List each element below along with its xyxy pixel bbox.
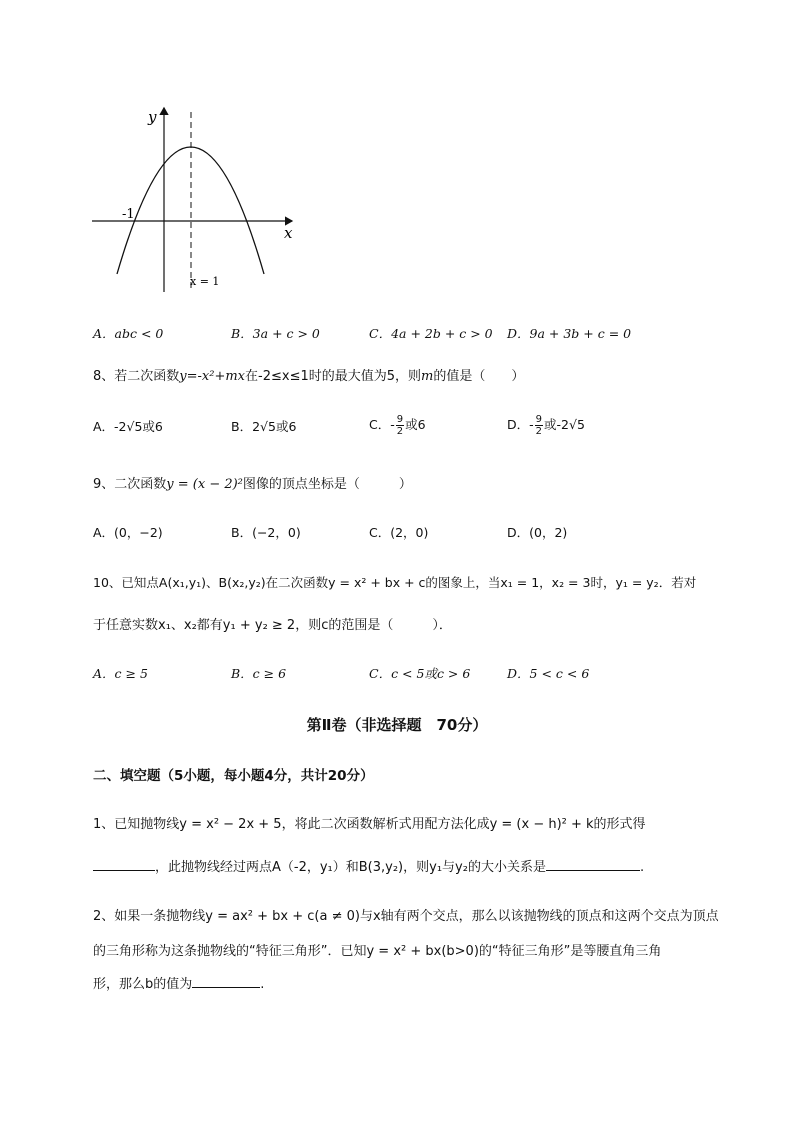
q8-option-b[interactable]: B．2√5或6: [231, 419, 297, 434]
q9-function: y = (x − 2)²: [166, 477, 243, 492]
q7-option-a[interactable]: A．abc < 0: [93, 326, 164, 341]
fill1-line2: [93, 856, 644, 875]
q8-d-pre: D．-: [507, 417, 534, 432]
q10-line2: 于任意实数x₁、x₂都有y₁ + y₂ ≥ 2，则c的范围是（ ）．: [93, 618, 452, 633]
fill1-blank-2[interactable]: [546, 857, 640, 871]
q7-options: [93, 324, 713, 344]
q8-option-d[interactable]: [507, 414, 585, 437]
fill2-end: .: [260, 977, 265, 992]
q8-stem-post: 的值是（ ）: [433, 369, 525, 384]
neg-one-label: -1: [122, 207, 135, 222]
section2-heading: 二、填空题（5小题，每小题4分，共计20分）: [93, 768, 374, 784]
q9-stem-post: 图像的顶点坐标是（ ）: [242, 477, 412, 492]
q7-option-c[interactable]: C．4a + 2b + c > 0: [369, 326, 493, 341]
fill2-line3-text: 形，那么b的值为: [93, 977, 193, 992]
fill1-line2-text: ，此抛物线经过两点A（-2，y₁）和B(3,y₂)，则y₁与y₂的大小关系是: [155, 860, 546, 875]
q10-option-a[interactable]: A．c ≥ 5: [93, 666, 148, 681]
q9-stem-pre: 9、二次函数: [93, 477, 167, 492]
q10-option-c[interactable]: C．c < 5或c > 6: [369, 666, 471, 681]
q8-c-pre: C．-: [369, 417, 395, 432]
q8-function: y=-x²+mx: [179, 369, 246, 384]
fill2-blank[interactable]: [192, 974, 260, 988]
fill2-line1: 2、如果一条抛物线y = ax² + bx + c(a ≠ 0)与x轴有两个交点，那么以该抛物线的顶点和这两个交点为顶点: [93, 909, 719, 924]
q9-stem: [93, 473, 412, 492]
q7-option-d[interactable]: D．9a + 3b + c = 0: [507, 326, 632, 341]
parabola-graph: [90, 100, 310, 300]
q9-option-b[interactable]: B．(−2，0): [231, 525, 301, 540]
fill1-blank-1[interactable]: [93, 857, 155, 871]
q8-c-num: 9: [396, 414, 404, 425]
fill1-end: .: [639, 860, 645, 875]
q8-d-post: 或-2√5: [544, 417, 585, 432]
q9-option-a[interactable]: A．(0，−2): [93, 525, 163, 540]
q7-option-b[interactable]: B．3a + c > 0: [231, 326, 320, 341]
q8-c-den: 2: [396, 426, 404, 437]
q8-options: [93, 414, 713, 438]
q9-option-c[interactable]: C．(2，0): [369, 525, 429, 540]
symmetry-axis-label: x = 1: [190, 275, 220, 288]
q10-options: [93, 664, 713, 684]
fill2-line2: 的三角形称为这条抛物线的“特征三角形”．已知y = x² + bx(b>0)的“特征三角形”是等腰直角三角: [93, 944, 662, 959]
q8-c-fraction: [396, 414, 404, 437]
q10-option-b[interactable]: B．c ≥ 6: [231, 666, 287, 681]
q10-option-d[interactable]: D．5 < c < 6: [507, 666, 590, 681]
part2-title: 第Ⅱ卷（非选择题 70分）: [306, 716, 488, 734]
q9-option-d[interactable]: D．(0，2): [507, 525, 568, 540]
y-axis-label: y: [148, 108, 157, 126]
fill1-line1: 1、已知抛物线y = x² − 2x + 5，将此二次函数解析式用配方法化成y = (x − h)² + k的形式得: [93, 817, 646, 832]
x-axis-label: x: [284, 224, 293, 242]
q8-option-c[interactable]: [369, 414, 426, 437]
q8-stem-pre: 8、若二次函数: [93, 369, 180, 384]
q9-options: [93, 523, 713, 543]
q8-c-post: 或6: [405, 417, 426, 432]
q8-d-fraction: [535, 414, 543, 437]
q8-d-num: 9: [535, 414, 543, 425]
q8-d-den: 2: [535, 426, 543, 437]
fill2-line3: [93, 973, 264, 992]
q8-var: m: [421, 369, 434, 384]
q10-line1: 10、已知点A(x₁,y₁)、B(x₂,y₂)在二次函数y = x² + bx + c的图象上，当x₁ = 1，x₂ = 3时，y₁ = y₂．若对: [93, 575, 697, 590]
q8-stem: [93, 365, 524, 384]
q8-option-a[interactable]: A．-2√5或6: [93, 419, 163, 434]
q8-stem-mid: 在-2≤x≤1时的最大值为5，则: [245, 369, 421, 384]
